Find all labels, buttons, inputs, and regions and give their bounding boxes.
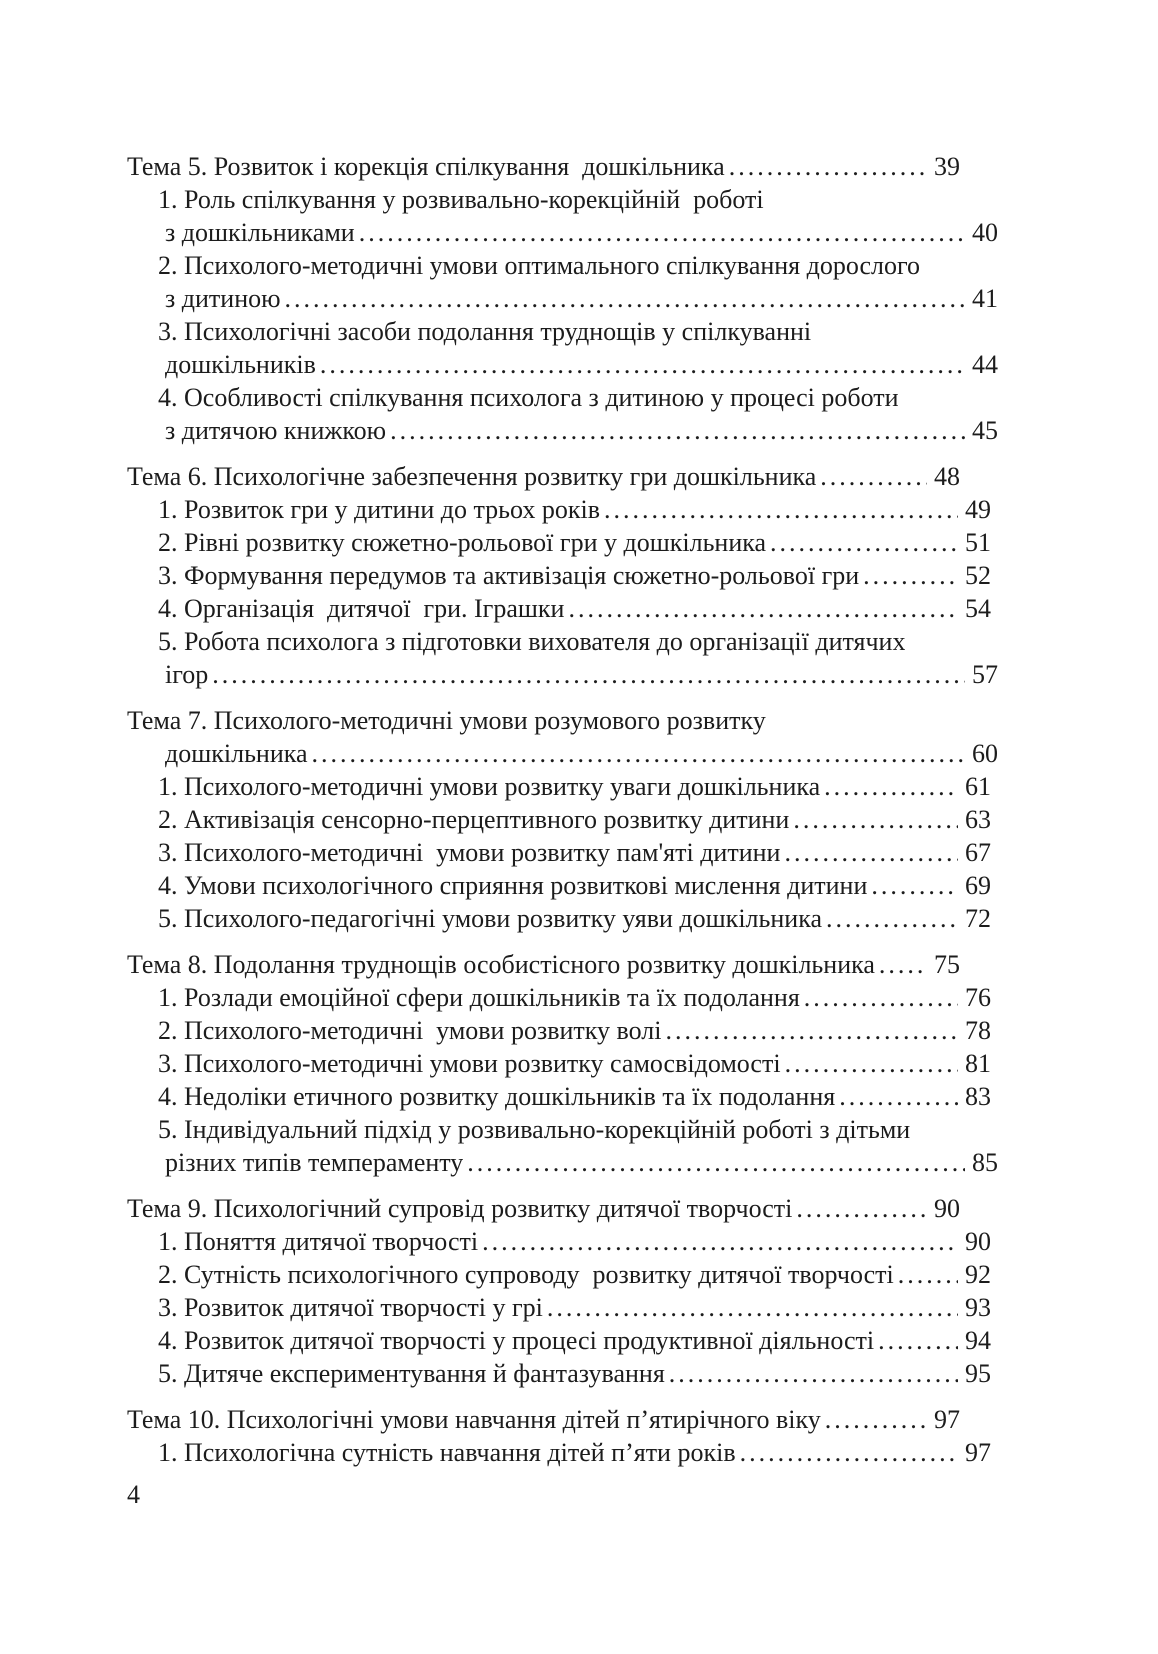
toc-line: [127, 770, 991, 803]
toc-page-number: 69: [965, 871, 991, 900]
toc-entry-text: 3. Психолого-методичні умови розвитку самосвідомості: [158, 1049, 781, 1078]
toc-line: [127, 1403, 960, 1436]
toc-line: [127, 183, 991, 216]
toc-leader-dots: [770, 526, 958, 559]
toc-entry-text: Тема 7. Психолого-методичні умови розумового розвитку: [127, 706, 766, 735]
toc-line: [127, 1258, 991, 1291]
toc-page-number: 60: [972, 739, 998, 768]
toc-page-number: 90: [934, 1194, 960, 1223]
toc-line: [127, 1357, 991, 1390]
toc-page-number: 44: [972, 350, 998, 379]
toc-entry-text: 1. Роль спілкування у розвивально-корекційній роботі: [158, 185, 764, 214]
toc-entry-text: дошкільника: [165, 739, 308, 768]
toc-leader-dots: [390, 414, 965, 447]
toc-line: [127, 948, 960, 981]
toc-line: [127, 1192, 960, 1225]
toc-line: [127, 836, 991, 869]
toc-line: [127, 414, 998, 447]
toc-entry-text: 1. Розвиток гри у дитини до трьох років: [158, 495, 600, 524]
toc-entry-text: Тема 5. Розвиток і корекція спілкування дошкільника: [127, 152, 725, 181]
toc-line: [127, 1146, 998, 1179]
toc-leader-dots: [669, 1357, 958, 1390]
toc-line: [127, 981, 991, 1014]
toc-page-number: 75: [934, 950, 960, 979]
toc-leader-dots: [285, 282, 965, 315]
toc-page-number: 85: [972, 1148, 998, 1177]
toc-leader-dots: [547, 1291, 958, 1324]
toc-line: [127, 1225, 991, 1258]
toc-page-number: 40: [972, 218, 998, 247]
toc-page-number: 95: [965, 1359, 991, 1388]
toc-line: [127, 249, 991, 282]
toc-leader-dots: [825, 1403, 927, 1436]
toc-leader-dots: [784, 836, 958, 869]
toc-line: [127, 592, 991, 625]
toc-line: [127, 460, 960, 493]
toc-page-number: 72: [965, 904, 991, 933]
toc-entry-text: різних типів темпераменту: [165, 1148, 464, 1177]
toc-leader-dots: [467, 1146, 965, 1179]
toc-page-number: 63: [965, 805, 991, 834]
toc-line: [127, 902, 991, 935]
toc-entry-text: Тема 9. Психологічний супровід розвитку дитячої творчості: [127, 1194, 793, 1223]
toc-leader-dots: [212, 658, 965, 691]
toc-page-number: 49: [965, 495, 991, 524]
toc-page-number: 48: [934, 462, 960, 491]
toc-line: [127, 348, 998, 381]
toc-leader-dots: [839, 1080, 958, 1113]
toc-entry-text: 1. Психолого-методичні умови розвитку уваги дошкільника: [158, 772, 821, 801]
toc-leader-dots: [826, 902, 958, 935]
toc-leader-dots: [824, 770, 958, 803]
toc-entry-text: 3. Формування передумов та активізація сюжетно-рольової гри: [158, 561, 860, 590]
toc-leader-dots: [482, 1225, 958, 1258]
toc-entry-text: Тема 10. Психологічні умови навчання дітей п’ятирічного віку: [127, 1405, 821, 1434]
toc-leader-dots: [871, 869, 958, 902]
toc-page-number: 83: [965, 1082, 991, 1111]
toc-page-number: 93: [965, 1293, 991, 1322]
toc-entry-text: 5. Психолого-педагогічні умови розвитку уяви дошкільника: [158, 904, 822, 933]
toc-line: [127, 526, 991, 559]
toc-entry-text: 2. Активізація сенсорно-перцептивного розвитку дитини: [158, 805, 790, 834]
toc-leader-dots: [863, 559, 958, 592]
toc-line: [127, 803, 991, 836]
toc-page-number: 81: [965, 1049, 991, 1078]
toc-leader-dots: [729, 150, 927, 183]
toc-page-number: 52: [965, 561, 991, 590]
toc-line: [127, 493, 991, 526]
table-of-contents: [127, 150, 998, 1469]
toc-leader-dots: [568, 592, 958, 625]
toc-page-number: 78: [965, 1016, 991, 1045]
toc-line: [127, 704, 960, 737]
toc-page-number: 97: [934, 1405, 960, 1434]
toc-line: [127, 282, 998, 315]
toc-entry-text: 4. Недоліки етичного розвитку дошкільників та їх подолання: [158, 1082, 836, 1111]
toc-leader-dots: [879, 948, 927, 981]
toc-line: [127, 216, 998, 249]
toc-line: [127, 150, 960, 183]
toc-leader-dots: [785, 1047, 958, 1080]
toc-line: [127, 315, 991, 348]
toc-line: [127, 1324, 991, 1357]
toc-entry-text: 2. Психолого-методичні умови оптимального спілкування дорослого: [158, 251, 921, 280]
toc-page-number: 39: [934, 152, 960, 181]
toc-entry-text: 3. Психологічні засоби подолання труднощів у спілкуванні: [158, 317, 812, 346]
toc-page-number: 45: [972, 416, 998, 445]
toc-leader-dots: [604, 493, 958, 526]
toc-page-number: 94: [965, 1326, 991, 1355]
toc-leader-dots: [666, 1014, 958, 1047]
toc-entry-text: 3. Психолого-методичні умови розвитку пам'яті дитини: [158, 838, 781, 867]
toc-page-number: 51: [965, 528, 991, 557]
toc-page-number: 97: [965, 1438, 991, 1467]
toc-leader-dots: [359, 216, 965, 249]
toc-entry-text: 2. Сутність психологічного супроводу розвитку дитячої творчості: [158, 1260, 894, 1289]
toc-leader-dots: [312, 737, 965, 770]
toc-page-number: 90: [965, 1227, 991, 1256]
toc-entry-text: Тема 6. Психологічне забезпечення розвитку гри дошкільника: [127, 462, 817, 491]
page-footer-number: 4: [127, 1480, 140, 1509]
toc-line: [127, 381, 991, 414]
toc-line: [127, 1113, 991, 1146]
toc-line: [127, 1014, 991, 1047]
toc-entry-text: 4. Розвиток дитячої творчості у процесі продуктивної діяльності: [158, 1326, 875, 1355]
toc-page-number: 41: [972, 284, 998, 313]
toc-line: [127, 658, 998, 691]
toc-line: [127, 625, 991, 658]
toc-entry-text: 5. Індивідуальний підхід у розвивально-корекційній роботі з дітьми: [158, 1115, 911, 1144]
toc-entry-text: 4. Особливості спілкування психолога з дитиною у процесі роботи: [158, 383, 899, 412]
toc-entry-text: 5. Дитяче експериментування й фантазування: [158, 1359, 665, 1388]
toc-entry-text: 3. Розвиток дитячої творчості у грі: [158, 1293, 543, 1322]
toc-entry-text: 4. Умови психологічного сприяння розвиткові мислення дитини: [158, 871, 868, 900]
toc-line: [127, 737, 998, 770]
toc-page-number: 61: [965, 772, 991, 801]
toc-page-number: 57: [972, 660, 998, 689]
toc-line: [127, 1080, 991, 1113]
toc-leader-dots: [898, 1258, 958, 1291]
toc-leader-dots: [320, 348, 965, 381]
toc-entry-text: 4. Організація дитячої гри. Іграшки: [158, 594, 565, 623]
toc-entry-text: з дитячою книжкою: [165, 416, 387, 445]
toc-entry-text: з дитиною: [165, 284, 281, 313]
toc-leader-dots: [804, 981, 958, 1014]
toc-leader-dots: [793, 803, 958, 836]
toc-entry-text: 1. Розлади емоційної сфери дошкільників та їх подолання: [158, 983, 800, 1012]
toc-line: [127, 1436, 991, 1469]
toc-entry-text: 5. Робота психолога з підготовки вихователя до організації дитячих: [158, 627, 906, 656]
toc-entry-text: 2. Рівні розвитку сюжетно-рольової гри у дошкільника: [158, 528, 767, 557]
toc-leader-dots: [820, 460, 927, 493]
toc-entry-text: 2. Психолого-методичні умови розвитку волі: [158, 1016, 662, 1045]
toc-leader-dots: [740, 1436, 958, 1469]
toc-line: [127, 869, 991, 902]
toc-page-number: 76: [965, 983, 991, 1012]
toc-page-number: 54: [965, 594, 991, 623]
toc-leader-dots: [796, 1192, 927, 1225]
toc-leader-dots: [878, 1324, 958, 1357]
toc-page-number: 67: [965, 838, 991, 867]
toc-line: [127, 1047, 991, 1080]
toc-line: [127, 1291, 991, 1324]
toc-page-number: 92: [965, 1260, 991, 1289]
toc-entry-text: 1. Поняття дитячої творчості: [158, 1227, 479, 1256]
toc-line: [127, 559, 991, 592]
toc-entry-text: 1. Психологічна сутність навчання дітей п’яти років: [158, 1438, 736, 1467]
toc-entry-text: ігор: [165, 660, 209, 689]
toc-entry-text: Тема 8. Подолання труднощів особистісного розвитку дошкільника: [127, 950, 875, 979]
toc-entry-text: дошкільників: [165, 350, 316, 379]
toc-entry-text: з дошкільниками: [165, 218, 355, 247]
